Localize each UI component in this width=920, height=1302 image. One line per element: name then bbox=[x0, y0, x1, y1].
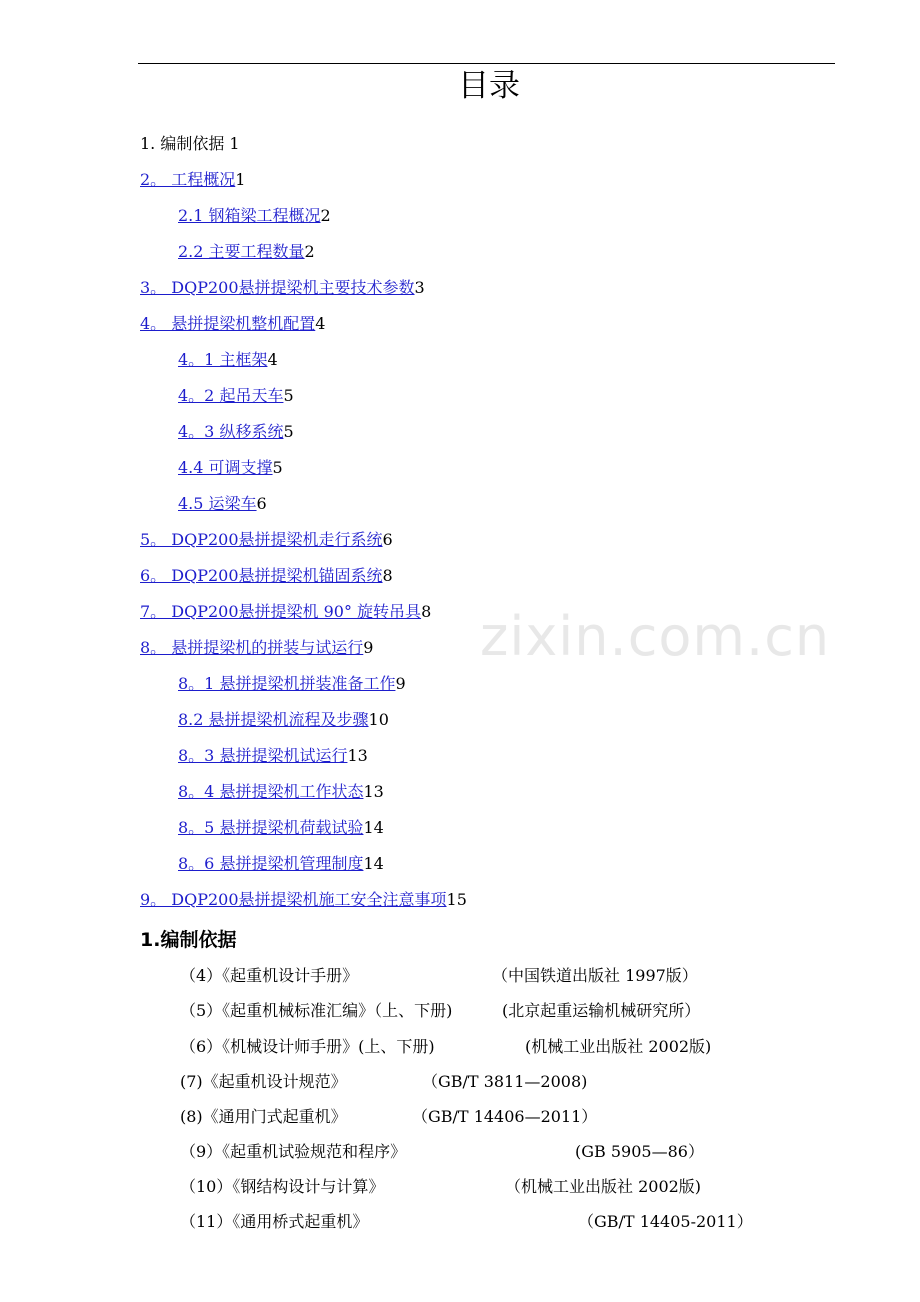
watermark: zixin.com.cn bbox=[480, 605, 831, 668]
reference-title: （5）《起重机械标准汇编》（上、下册) bbox=[180, 1001, 453, 1020]
toc-entry[interactable] bbox=[140, 566, 393, 586]
toc-page-number: 10 bbox=[368, 710, 389, 729]
reference-title: （10）《钢结构设计与计算》 bbox=[180, 1177, 385, 1196]
toc-page-number: 1 bbox=[229, 134, 240, 153]
toc-entry-link[interactable]: 8。4 悬拼提梁机工作状态 bbox=[178, 782, 364, 801]
toc-page-number: 5 bbox=[272, 458, 283, 477]
toc-entry[interactable] bbox=[140, 638, 373, 658]
reference-source: (机械工业出版社 2002版) bbox=[525, 1037, 712, 1056]
toc-entry-link[interactable]: 8。3 悬拼提梁机试运行 bbox=[178, 746, 348, 765]
toc-entry-link[interactable]: 2。 工程概况 bbox=[140, 170, 236, 189]
toc-entry-link[interactable]: 8.2 悬拼提梁机流程及步骤 bbox=[178, 710, 369, 729]
reference-source: （GB/T 14405-2011） bbox=[578, 1212, 753, 1231]
toc-page-number: 14 bbox=[363, 818, 384, 837]
toc-entry-link[interactable]: 4。 悬拼提梁机整机配置 bbox=[140, 314, 316, 333]
toc-entry[interactable] bbox=[178, 674, 406, 694]
toc-entry bbox=[140, 134, 240, 154]
toc-entry-link[interactable]: 7。 DQP200悬拼提梁机 90° 旋转吊具 bbox=[140, 602, 422, 621]
toc-entry-link[interactable]: 3。 DQP200悬拼提梁机主要技术参数 bbox=[140, 278, 415, 297]
toc-entry[interactable] bbox=[178, 458, 283, 478]
toc-entry-text: 1. 编制依据 bbox=[140, 134, 225, 153]
toc-entry-link[interactable]: 2.1 钢箱梁工程概况 bbox=[178, 206, 321, 225]
toc-entry-link[interactable]: 4.4 可调支撑 bbox=[178, 458, 273, 477]
toc-entry[interactable] bbox=[178, 494, 267, 514]
toc-entry[interactable] bbox=[140, 890, 467, 910]
toc-page-number: 3 bbox=[414, 278, 425, 297]
section-heading: 1.编制依据 bbox=[140, 929, 237, 951]
toc-entry[interactable] bbox=[178, 386, 294, 406]
reference-source: (北京起重运输机械研究所） bbox=[502, 1001, 701, 1020]
toc-entry-link[interactable]: 2.2 主要工程数量 bbox=[178, 242, 305, 261]
toc-page-number: 14 bbox=[363, 854, 384, 873]
toc-page-number: 8 bbox=[421, 602, 432, 621]
reference-title: (7)《起重机设计规范》 bbox=[180, 1072, 347, 1091]
toc-entry-link[interactable]: 4.5 运梁车 bbox=[178, 494, 257, 513]
toc-entry-link[interactable]: 8。1 悬拼提梁机拼装准备工作 bbox=[178, 674, 396, 693]
toc-entry[interactable] bbox=[178, 782, 384, 802]
toc-entry-link[interactable]: 8。6 悬拼提梁机管理制度 bbox=[178, 854, 364, 873]
reference-title: （6）《机械设计师手册》(上、下册) bbox=[180, 1037, 435, 1056]
toc-entry[interactable] bbox=[178, 710, 389, 730]
toc-page-number: 5 bbox=[283, 422, 294, 441]
toc-page-number: 6 bbox=[382, 530, 393, 549]
toc-entry[interactable] bbox=[140, 314, 325, 334]
toc-entry-link[interactable]: 4。1 主框架 bbox=[178, 350, 268, 369]
toc-page-number: 2 bbox=[320, 206, 331, 225]
reference-title: （11）《通用桥式起重机》 bbox=[180, 1212, 369, 1231]
toc-entry-link[interactable]: 8。5 悬拼提梁机荷载试验 bbox=[178, 818, 364, 837]
toc-page-number: 9 bbox=[395, 674, 406, 693]
toc-entry-link[interactable]: 8。 悬拼提梁机的拼装与试运行 bbox=[140, 638, 364, 657]
toc-entry-link[interactable]: 6。 DQP200悬拼提梁机锚固系统 bbox=[140, 566, 383, 585]
toc-entry-link[interactable]: 5。 DQP200悬拼提梁机走行系统 bbox=[140, 530, 383, 549]
toc-page-number: 4 bbox=[267, 350, 278, 369]
toc-entry-link[interactable]: 9。 DQP200悬拼提梁机施工安全注意事项 bbox=[140, 890, 447, 909]
reference-source: （机械工业出版社 2002版) bbox=[505, 1177, 702, 1196]
toc-entry[interactable] bbox=[140, 602, 431, 622]
toc-page-number: 15 bbox=[446, 890, 467, 909]
reference-source: （中国铁道出版社 1997版） bbox=[492, 966, 698, 985]
toc-entry[interactable] bbox=[178, 350, 278, 370]
toc-page-number: 5 bbox=[283, 386, 294, 405]
toc-page-number: 6 bbox=[256, 494, 267, 513]
toc-page-number: 2 bbox=[304, 242, 315, 261]
toc-page-number: 13 bbox=[363, 782, 384, 801]
toc-entry[interactable] bbox=[178, 242, 315, 262]
toc-entry[interactable] bbox=[178, 422, 294, 442]
reference-title: （4）《起重机设计手册》 bbox=[180, 966, 359, 985]
toc-entry[interactable] bbox=[178, 818, 384, 838]
toc-page-number: 4 bbox=[315, 314, 326, 333]
reference-source: （GB/T 3811—2008) bbox=[422, 1072, 588, 1091]
toc-page-number: 9 bbox=[363, 638, 374, 657]
reference-title: （9）《起重机试验规范和程序》 bbox=[180, 1142, 407, 1161]
reference-source: （GB/T 14406—2011） bbox=[412, 1107, 598, 1126]
toc-entry-link[interactable]: 4。2 起吊天车 bbox=[178, 386, 284, 405]
toc-entry[interactable] bbox=[178, 854, 384, 874]
toc-page-number: 8 bbox=[382, 566, 393, 585]
toc-entry[interactable] bbox=[178, 746, 368, 766]
toc-entry[interactable] bbox=[140, 530, 393, 550]
toc-entry[interactable] bbox=[140, 278, 425, 298]
reference-title: (8)《通用门式起重机》 bbox=[180, 1107, 347, 1126]
reference-source: (GB 5905—86） bbox=[575, 1142, 704, 1161]
toc-page-number: 1 bbox=[235, 170, 246, 189]
header-rule bbox=[138, 63, 835, 64]
toc-entry[interactable] bbox=[140, 170, 245, 190]
toc-page-number: 13 bbox=[347, 746, 368, 765]
toc-entry[interactable] bbox=[178, 206, 331, 226]
page-title: 目录 bbox=[458, 68, 520, 104]
toc-entry-link[interactable]: 4。3 纵移系统 bbox=[178, 422, 284, 441]
